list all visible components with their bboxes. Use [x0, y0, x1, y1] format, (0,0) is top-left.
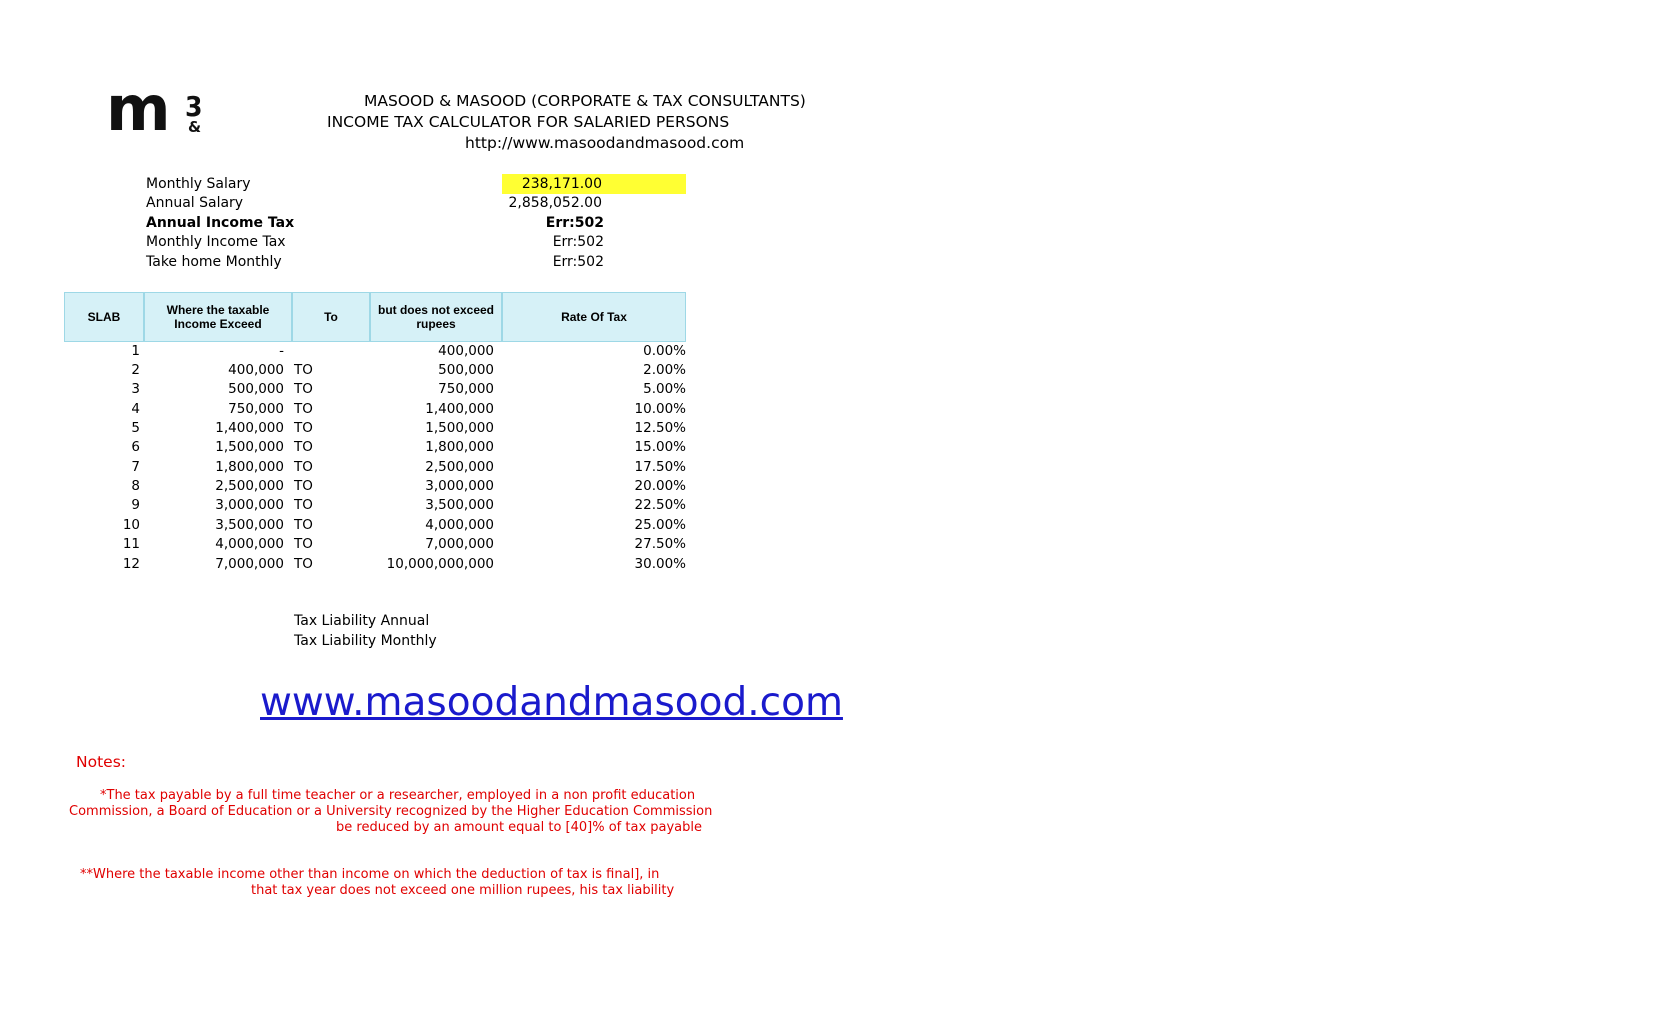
to-label: TO: [294, 459, 313, 475]
income-exceed: 500,000: [228, 381, 284, 397]
tax-rate: 10.00%: [634, 401, 686, 417]
tax-rate: 12.50%: [634, 420, 686, 436]
monthly-income-tax-label: Monthly Income Tax: [146, 234, 286, 250]
note-1-line-1: *The tax payable by a full time teacher or a researcher, employed in a non profit education: [100, 788, 696, 803]
slab-number: 12: [122, 556, 140, 572]
website-link[interactable]: www.masoodandmasood.com: [260, 680, 843, 725]
company-name: MASOOD & MASOOD (CORPORATE & TAX CONSULTANTS): [364, 92, 806, 110]
not-exceed: 3,000,000: [425, 478, 494, 494]
to-label: TO: [294, 556, 313, 572]
not-exceed: 4,000,000: [425, 517, 494, 533]
table-row: [0, 401, 700, 420]
not-exceed: 500,000: [438, 362, 494, 378]
take-home-value: Err:502: [552, 254, 604, 270]
tax-liability-monthly-label: Tax Liability Monthly: [294, 633, 437, 649]
to-label: TO: [294, 517, 313, 533]
not-exceed: 1,400,000: [425, 401, 494, 417]
tax-rate: 20.00%: [634, 478, 686, 494]
slab-number: 9: [131, 497, 140, 513]
tax-rate: 5.00%: [643, 381, 686, 397]
col-header-income-exceed: Where the taxable Income Exceed: [144, 292, 292, 342]
tax-rate: 17.50%: [634, 459, 686, 475]
tax-rate: 30.00%: [634, 556, 686, 572]
income-exceed: 1,500,000: [215, 439, 284, 455]
income-exceed: 400,000: [228, 362, 284, 378]
monthly-income-tax-value: Err:502: [552, 234, 604, 250]
table-row: [0, 420, 700, 439]
annual-income-tax-value: Err:502: [545, 215, 604, 231]
table-row: [0, 556, 700, 575]
not-exceed: 1,800,000: [425, 439, 494, 455]
tax-rate: 27.50%: [634, 536, 686, 552]
annual-income-tax-label: Annual Income Tax: [146, 215, 295, 231]
to-label: TO: [294, 401, 313, 417]
col-header-not-exceed: but does not exceed rupees: [370, 292, 502, 342]
not-exceed: 10,000,000,000: [386, 556, 494, 572]
slab-number: 8: [131, 478, 140, 494]
company-url[interactable]: http://www.masoodandmasood.com: [465, 134, 745, 152]
to-label: TO: [294, 497, 313, 513]
annual-salary-label: Annual Salary: [146, 195, 244, 211]
slab-number: 6: [131, 439, 140, 455]
to-label: TO: [294, 381, 313, 397]
income-exceed: 4,000,000: [215, 536, 284, 552]
calculator-title: INCOME TAX CALCULATOR FOR SALARIED PERSONS: [327, 113, 730, 131]
table-row: [0, 381, 700, 400]
table-row: [0, 459, 700, 478]
slab-number: 11: [122, 536, 140, 552]
tax-rate: 22.50%: [634, 497, 686, 513]
not-exceed: 1,500,000: [425, 420, 494, 436]
table-row: [0, 439, 700, 458]
company-logo: m 3 &: [106, 72, 203, 145]
slab-number: 5: [131, 420, 140, 436]
table-row: [0, 478, 700, 497]
income-exceed: 1,800,000: [215, 459, 284, 475]
notes-heading: Notes:: [76, 753, 126, 771]
col-header-rate: Rate Of Tax: [502, 292, 686, 342]
income-exceed: 3,000,000: [215, 497, 284, 513]
note-1-line-2: Commission, a Board of Education or a University recognized by the Higher Education Commission: [69, 804, 713, 819]
slab-number: 1: [131, 343, 140, 359]
not-exceed: 3,500,000: [425, 497, 494, 513]
not-exceed: 7,000,000: [425, 536, 494, 552]
to-label: TO: [294, 362, 313, 378]
table-row: [0, 497, 700, 516]
tax-rate: 15.00%: [634, 439, 686, 455]
income-exceed: -: [279, 343, 284, 359]
table-row: [0, 362, 700, 381]
note-2-line-1: **Where the taxable income other than income on which the deduction of tax is final], in: [80, 867, 660, 882]
table-row: [0, 536, 700, 555]
tax-rate: 25.00%: [634, 517, 686, 533]
note-2-line-2: that tax year does not exceed one million rupees, his tax liability: [251, 883, 675, 898]
tax-rate: 2.00%: [643, 362, 686, 378]
slab-number: 3: [131, 381, 140, 397]
not-exceed: 750,000: [438, 381, 494, 397]
slab-number: 10: [122, 517, 140, 533]
to-label: TO: [294, 536, 313, 552]
income-exceed: 1,400,000: [215, 420, 284, 436]
note-1-line-3: be reduced by an amount equal to [40]% of tax payable: [336, 820, 703, 835]
not-exceed: 400,000: [438, 343, 494, 359]
slab-number: 4: [131, 401, 140, 417]
income-exceed: 3,500,000: [215, 517, 284, 533]
not-exceed: 2,500,000: [425, 459, 494, 475]
tax-rate: 0.00%: [643, 343, 686, 359]
income-exceed: 750,000: [228, 401, 284, 417]
to-label: TO: [294, 478, 313, 494]
annual-salary-value: 2,858,052.00: [508, 195, 602, 211]
income-exceed: 7,000,000: [215, 556, 284, 572]
take-home-label: Take home Monthly: [146, 254, 282, 270]
tax-liability-annual-label: Tax Liability Annual: [294, 613, 430, 629]
monthly-salary-label: Monthly Salary: [146, 176, 251, 192]
table-row: [0, 343, 700, 362]
to-label: TO: [294, 439, 313, 455]
table-row: [0, 517, 700, 536]
col-header-slab: SLAB: [64, 292, 144, 342]
slab-number: 7: [131, 459, 140, 475]
monthly-salary-input[interactable]: 238,171.00: [521, 176, 602, 192]
col-header-to: To: [292, 292, 370, 342]
to-label: TO: [294, 420, 313, 436]
slab-number: 2: [131, 362, 140, 378]
income-exceed: 2,500,000: [215, 478, 284, 494]
